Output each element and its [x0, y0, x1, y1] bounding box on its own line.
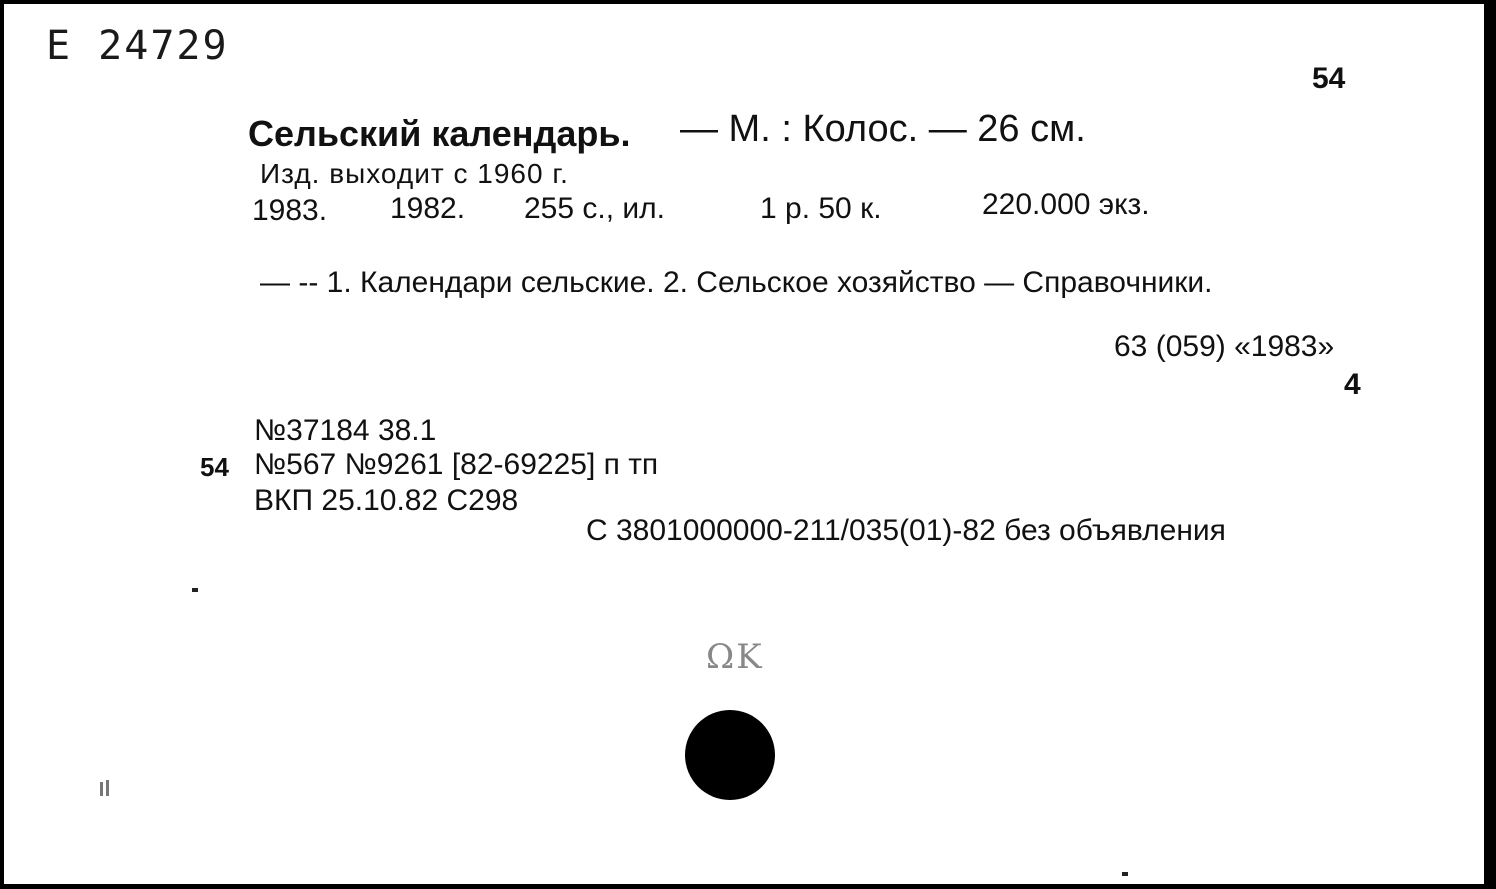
handwritten-mark: ΩK — [706, 637, 764, 677]
detail-pub-year: 1982. — [390, 192, 466, 225]
corner-number: 54 — [1312, 62, 1346, 95]
record-line-1: №37184 38.1 — [254, 414, 437, 447]
title-bold: Сельский календарь. — [248, 113, 631, 154]
handwritten-id: Е 24729 — [46, 23, 229, 69]
published-since: Изд. выходит с 1960 г. — [260, 158, 569, 189]
speck — [192, 588, 198, 592]
detail-pages: 255 с., ил. — [524, 192, 665, 225]
record-line-3: ВКП 25.10.82 С298 — [254, 484, 519, 517]
detail-price: 1 р. 50 к. — [760, 192, 882, 225]
classification-sub: 4 — [1344, 368, 1361, 401]
code-line: С 3801000000-211/035(01)-82 без объявления — [586, 514, 1226, 547]
catalog-card — [4, 4, 1484, 884]
speck — [1122, 872, 1128, 876]
detail-year: 1983. — [252, 194, 328, 227]
record-prefix: 54 — [200, 452, 229, 482]
subjects: — -- 1. Календари сельские. 2. Сельское хозяйство — Справочники. — [260, 266, 1213, 299]
classification: 63 (059) «1983» — [1114, 330, 1335, 363]
speck — [100, 782, 103, 796]
speck — [106, 780, 109, 796]
detail-copies: 220.000 экз. — [982, 188, 1150, 221]
title-rest: — М. : Колос. — 26 см. — [680, 108, 1086, 150]
record-line-2: №567 №9261 [82-69225] п тп — [254, 448, 659, 481]
punch-hole — [685, 710, 775, 800]
